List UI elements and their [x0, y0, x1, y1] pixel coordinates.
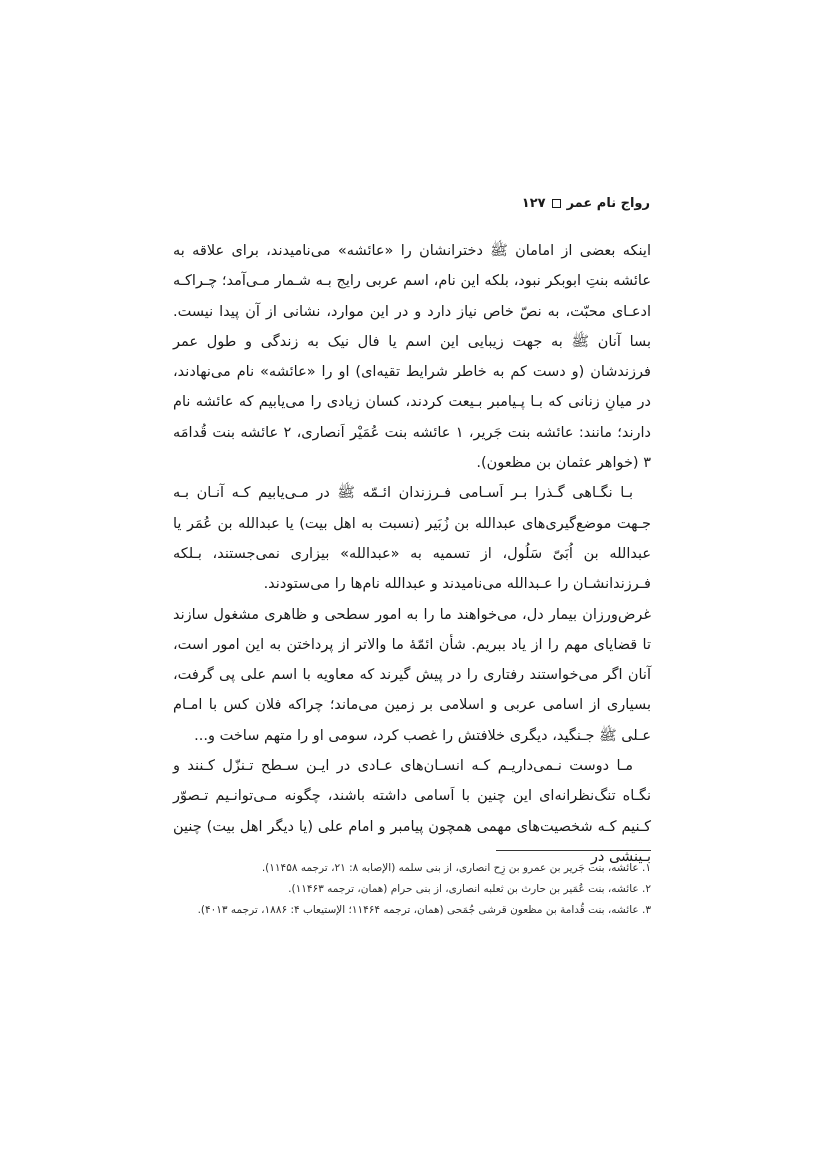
- square-ornament-icon: [552, 199, 561, 208]
- body-text: [173, 236, 651, 872]
- footnotes: [173, 858, 651, 921]
- paragraph: مـا دوست نـمی‌داریـم کـه انسـان‌های عـادی در ایـن سـطح تـنزّل کـنند و نگـاه تنگ‌نظرانه‌ای این چنین با اَسامی داشته باشند، چگونه مـی‌توانـیم تـصوّر کـنیم کـه شخصیت‌های مهمی همچون پیامبر و امام علی (یا دیگر اهل بیت) چنین بـینشی در: [173, 758, 651, 865]
- footnote-divider: [496, 850, 651, 851]
- footnote: ۱. عائشه، بنت جَریر بن عمرو بن زِح انصاری، از بنی سلمه (الإصابه ۸: ۲۱، ترجمه ۱۱۴۵۸).: [261, 862, 651, 874]
- header-title: رواج نام عمر: [566, 196, 650, 211]
- paragraph: غرض‌ورزان بیمار دل، می‌خواهند ما را به امور سطحی و ظاهری مشغول سازند تا قضایای مهم را از یاد ببریم. شأن ائمّهٔ ما والاتر از پرداختن به این امور است، آنان اگر می‌خواستند رفتاری را در پیش گیرند که معاویه با اسم علی پی گرفت، بسیاری از اسامی عربی و اسلامی بر زمین می‌ماند؛ چراکه فلان کس با امـام عـلی ﷺ جـنگید، دیگری خلافتش را غصب کرد، سومی او را متهم ساخت و...: [173, 606, 651, 744]
- footnote: ۳. عائشه، بنت قُدامة بن مظعون قرشی جُمَحی (همان، ترجمه ۱۱۴۶۴؛ الإستیعاب ۴: ۱۸۸۶، ترجمه ۴۰۱۳).: [197, 904, 651, 916]
- page-number: ۱۲۷: [521, 196, 546, 211]
- paragraph: اینکه بعضی از امامان ﷺ دخترانشان را «عائشه» می‌نامیدند، برای علاقه به عائشه بنتِ ابوبکر نبود، بلکه این نام، اسم عربی رایج بـه شـمار مـی‌آمد؛ چـراکـه ادعـای محبّت، به نصّ خاص نیاز دارد و در این موارد، نشانی از آن پیدا نیست. بسا آنان ﷺ به جهت زیبایی این اسم یا فال نیک به زندگی و طول عمر فرزندشان (و دست کم به خاطر شرایط تقیه‌ای) او را «عائشه» نام می‌نهادند، در میانِ زنانی که بـا پـیامبر بـیعت کردند، کسان زیادی را می‌یابیم که عائشه نام دارند؛ مانند: عائشه بنت جَریر، ۱ عائشه بنت عُمَیْر اَنصاری، ۲ عائشه بنت قُدامَه ۳ (خواهر عثمان بن مظعون).: [173, 243, 652, 472]
- running-header: [522, 196, 650, 211]
- footnote: ۲. عائشه، بنت عُمَیر بن حارث بن ثعلبه انصاری، از بنی حرام (همان، ترجمه ۱۱۴۶۳).: [288, 883, 651, 895]
- paragraph: بـا نگـاهی گـذرا بـر اَسـامی فـرزندان ائـمّه ﷺ در مـی‌یابیم کـه آنـان بـه جـهت موضع‌گیری‌های عبدالله بن زُبَیر (نسبت به اهل بیت) یا عبدالله بن عُمَر یا عبدالله بن اُبَیّ سَلُول، از تسمیه به «عبدالله» بیزاری نمی‌جستند، بـلکه فـرزندانشـان را عـبدالله می‌نامیدند و عبدالله نام‌ها را می‌ستودند.: [173, 485, 651, 593]
